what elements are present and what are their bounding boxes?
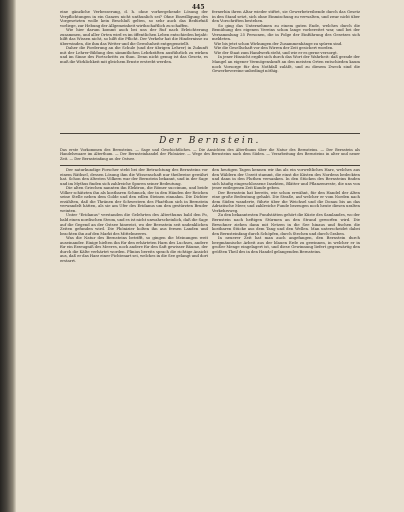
paragraph: So ging das Unternehmen zu einem guten Ende, welches durch die Bemühung des eigenen Vereins schon lange vorbereitet war, und bei der Versammlung 25 Personen, die in Folge der Einführung des Gesetzes sich meldeten. bbox=[212, 22, 360, 42]
top-left-column bbox=[60, 10, 208, 65]
top-right-column bbox=[212, 10, 360, 74]
list-item: Wie der Staat zum Handwerk steht, und wie er es gerne versorgt. bbox=[214, 49, 338, 55]
section-title: Der Bernstein. bbox=[159, 136, 261, 146]
paragraph: Wie hier darum kommt auch bei uns der Ruf nach Erleichterung zusammen, und aller Orten wird es im öffentlichen Leben entschieden bejaht: hilft das Wissen nicht, so hilft die Pflicht. Der Verkehr hat die Hindernisse zu überwinden, die ihm das Wetter und die Gewohnheit entgegenstellt. bbox=[60, 27, 208, 46]
paragraph: Die alten Griechen nannten ihn Elektron, die Römer succinum, und beide Völker schätzten ihn als kostbaren Schmuck, der in den Händen der Reichen seine Stelle neben dem Golde und den edlen Steinen einnahm. Die Dichter erzählten, daß die Thränen der Schwestern des Phaëthon sich in Bernstein verwandelt hätten, als sie am Ufer des Eridanus um den gestürzten Bruder weinten. bbox=[60, 185, 208, 213]
section-summary: Das erste Vorkommen des Bernsteins. — Sage und Geschichtliches. — Die Ansichten des Alterthums über die Natur des Bernsteins. — Der Bernstein als Handelswaare im Alterthum. — Der Bernsteinhandel der Phönizier. — Wege des Bernsteins nach dem Süden. — Verarbeitung des Bernsteins in alter und neuer Zeit. — Der Bernsteinfang an der Ostsee. bbox=[60, 148, 360, 161]
paragraph: fernerhin ihren Altar wieder stiftet, sie Gewerbetreibende durch das Gesetz in den Stand setzt, sich ohne Einmischung zu verwalten, und zwar nicht über den Vorschriften bestehen. bbox=[212, 9, 360, 24]
paragraph: Daher die Forderung an die Schule (und der übrigen Lehrer) in Zukunft mit der Lehrer-Bildung den sämmtlichen Lehrkräften ausführlich zu wirken und im Sinne des Fortschritts zu thun. Denn nicht genug ist das Gesetz, es muß die Wirklichkeit mit gleichem Ernste erstrebt werden. bbox=[60, 45, 208, 65]
book-binding-edge bbox=[0, 0, 16, 512]
paragraph: den heutigen Tagen kennen wir ihn als ein vorweltliches Harz, welches aus den Wäldern der Urzeit stammt, die einst die Küsten des Nordens bedeckten und dann in den Fluthen versanken. In den Stücken des Bernsteins finden sich häufig eingeschlossene Insekten, Blätter und Pflanzenreste, die uns von jener entlegenen Zeit Kunde geben. bbox=[212, 168, 360, 191]
section-divider-top bbox=[60, 133, 360, 134]
body-left-column bbox=[60, 168, 208, 506]
paragraph: Was die Natur des Bernsteins betrifft, so gingen die Meinungen weit auseinander. Einige hielten ihn für den erhärteten Harn des Luchses, andere für ein Erzeugniß des Meeres, noch andere für den Saft gewisser Bäume, der durch die Kälte verhärtet worden. Plinius bereits sprach die richtige Ansicht aus, daß er das Harz einer Fichtenart sei, welches in die See gelangt und dort erstarrt. bbox=[60, 235, 208, 263]
list-item: Wie bis jetzt schon Wirkungen der Zusammenhänge zu spüren sind. bbox=[214, 40, 343, 46]
paragraph: eine gänzliche Verbesserung, d. h. ohne vorhergehende Lösung der Verpflichtungen in ein Ganzes nicht unthunlich sei? Ohne Einwilligung des Vorgesetzten wolle kein Beschluß gelten, so sehr auch das Bedürfniß vorliege, zur Hebung der Allgemeinheit wirthschaftlich zu schaffen. bbox=[60, 9, 208, 28]
section-divider-bottom bbox=[60, 165, 360, 166]
bullet-list bbox=[212, 42, 360, 56]
paragraph: Zu den bekanntesten Fundstätten gehört die Küste des Samlandes, wo der Bernstein nach heftigen Stürmen an den Strand geworfen wird. Die Bewohner ziehen dann mit Netzen in die See hinaus und fischen die kostbaren Stücke aus dem Tang und den Wellen. Man unterscheidet dabei den Bernsteinfang durch Schöpfen, durch Stechen und durch Graben. bbox=[212, 212, 360, 236]
paragraph: In jener Hinsicht ergibt sich durch das Wort der Wahrheit: daß gerade der Mangel an eigener Vermögenskraft an den meisten Orten entschieden kaum noch Vorsorge für den Nothfall zuläßt, und zu diesem Zweck sind die Gewerbevereine unbedingt nöthig. bbox=[212, 54, 360, 74]
body-right-column bbox=[212, 168, 360, 506]
paragraph: In neuerer Zeit hat man auch angefangen, den Bernstein durch bergmännische Arbeit aus der blauen Erde zu gewinnen, in welcher er in großer Menge eingelagert ist, und diese Gewinnung liefert gegenwärtig den größten Theil des in den Handel gelangenden Bernsteins. bbox=[212, 235, 360, 254]
page-number: 445 bbox=[192, 4, 205, 11]
list-item: Wie die Gesellschaft vor den Wirren der Zeit gesichert worden. bbox=[214, 45, 334, 51]
paragraph: Unter "Eridanus" verstanden die Gelehrten des Alterthums bald den Po, bald einen nordischen Strom, und es ist nicht unwahrscheinlich, daß die Sage auf die Gegend an der Ostsee hinweist, wo der Bernstein seit undenklichen Zeiten gefunden wird. Die Phönizier holten ihn aus fernen Landen und brachten ihn auf den Markt des Mittelmeeres. bbox=[60, 212, 208, 236]
paragraph: Der Bernstein hat bereits, wie schon erwähnt, für den Handel der Alten eine große Bedeutung gehabt. Die Straße, auf welcher er vom Norden nach dem Süden wanderte, führte über die Weichsel und die Donau bis an das Adriatische Meer, und zahlreiche Funde bezeugen noch heute diesen uralten Verkehrsweg. bbox=[212, 189, 360, 213]
paragraph: Der naturkundige Forscher steht bei der Betrachtung des Bernsteins vor einem Räthsel, dessen Lösung ihm die Wissenschaft nur theilweise gewährt hat. Schon den ältesten Völkern war der Bernstein bekannt, und in der Sage und im Mythus finden sich zahlreiche Spuren seiner Bedeutung. bbox=[60, 168, 208, 186]
